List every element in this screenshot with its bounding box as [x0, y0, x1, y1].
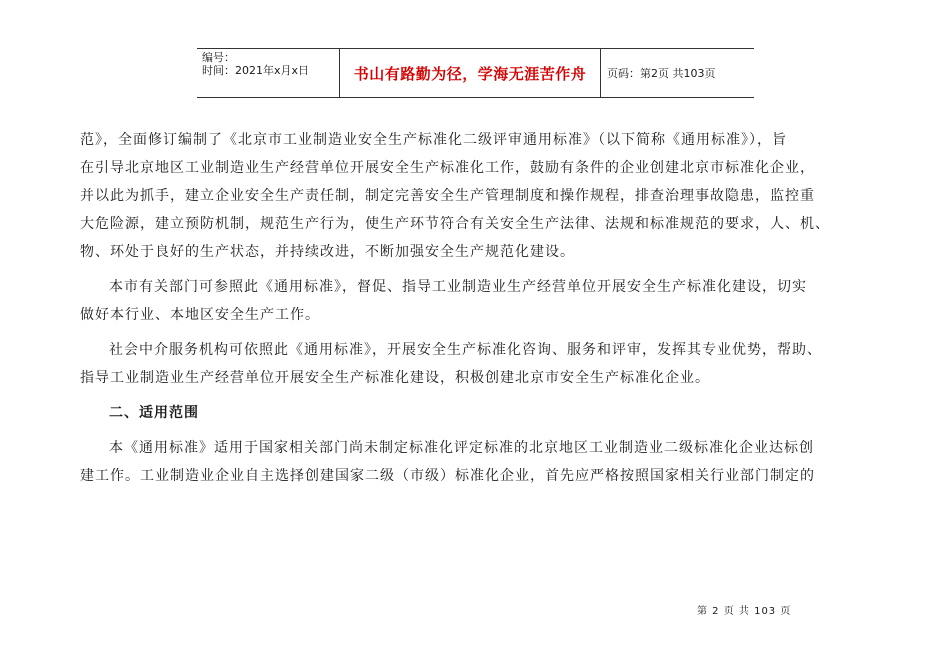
paragraph-3	[80, 336, 870, 392]
section-heading-block	[80, 399, 870, 427]
header-time-label: 时间：2021年x月x日	[202, 64, 310, 77]
text-line: 范》，全面修订编制了《北京市工业制造业安全生产标准化二级评审通用标准》（以下简称《通用标准》），旨	[80, 132, 787, 148]
text-line: 并以此为抓手，建立企业安全生产责任制，制定完善安全生产管理制度和操作规程，排查治理事故隐患，监控重	[80, 188, 815, 204]
header-meta	[197, 49, 339, 97]
text-line: 本市有关部门可参照此《通用标准》，督促、指导工业制造业生产经营单位开展安全生产标准化建设，切实	[109, 279, 807, 295]
document-body	[80, 126, 870, 490]
text-line: 做好本行业、本地区安全生产工作。	[80, 307, 320, 323]
section-heading: 二、适用范围	[109, 405, 199, 421]
page-footer: 第 2 页 共 103 页	[697, 606, 792, 617]
text-line: 建工作。工业制造业企业自主选择创建国家二级（市级）标准化企业，首先应严格按照国家相关行业部门制定的	[80, 468, 815, 484]
paragraph-4	[80, 434, 870, 490]
text-line: 社会中介服务机构可依照此《通用标准》，开展安全生产标准化咨询、服务和评审，发挥其专业优势，帮助、	[109, 342, 822, 358]
paragraph-1	[80, 126, 870, 266]
header-number-label: 编号：	[202, 51, 235, 64]
text-line: 指导工业制造业生产经营单位开展安全生产标准化建设，积极创建北京市安全生产标准化企业。	[80, 370, 710, 386]
page-header	[197, 48, 754, 98]
text-line: 物、环处于良好的生产状态，并持续改进，不断加强安全生产规范化建设。	[80, 244, 575, 260]
text-line: 本《通用标准》适用于国家相关部门尚未制定标准化评定标准的北京地区工业制造业二级标准化企业达标创	[109, 440, 814, 456]
text-line: 在引导北京地区工业制造业生产经营单位开展安全生产标准化工作，鼓励有条件的企业创建北京市标准化企业，	[80, 160, 815, 176]
paragraph-2	[80, 273, 870, 329]
header-page-info: 页码：第2页 共103页	[607, 67, 716, 80]
text-line: 大危险源，建立预防机制，规范生产行为，使生产环节符合有关安全生产法律、法规和标准规范的要求，人、机、	[80, 216, 830, 232]
header-motto: 书山有路勤为径，学海无涯苦作舟	[339, 49, 601, 97]
